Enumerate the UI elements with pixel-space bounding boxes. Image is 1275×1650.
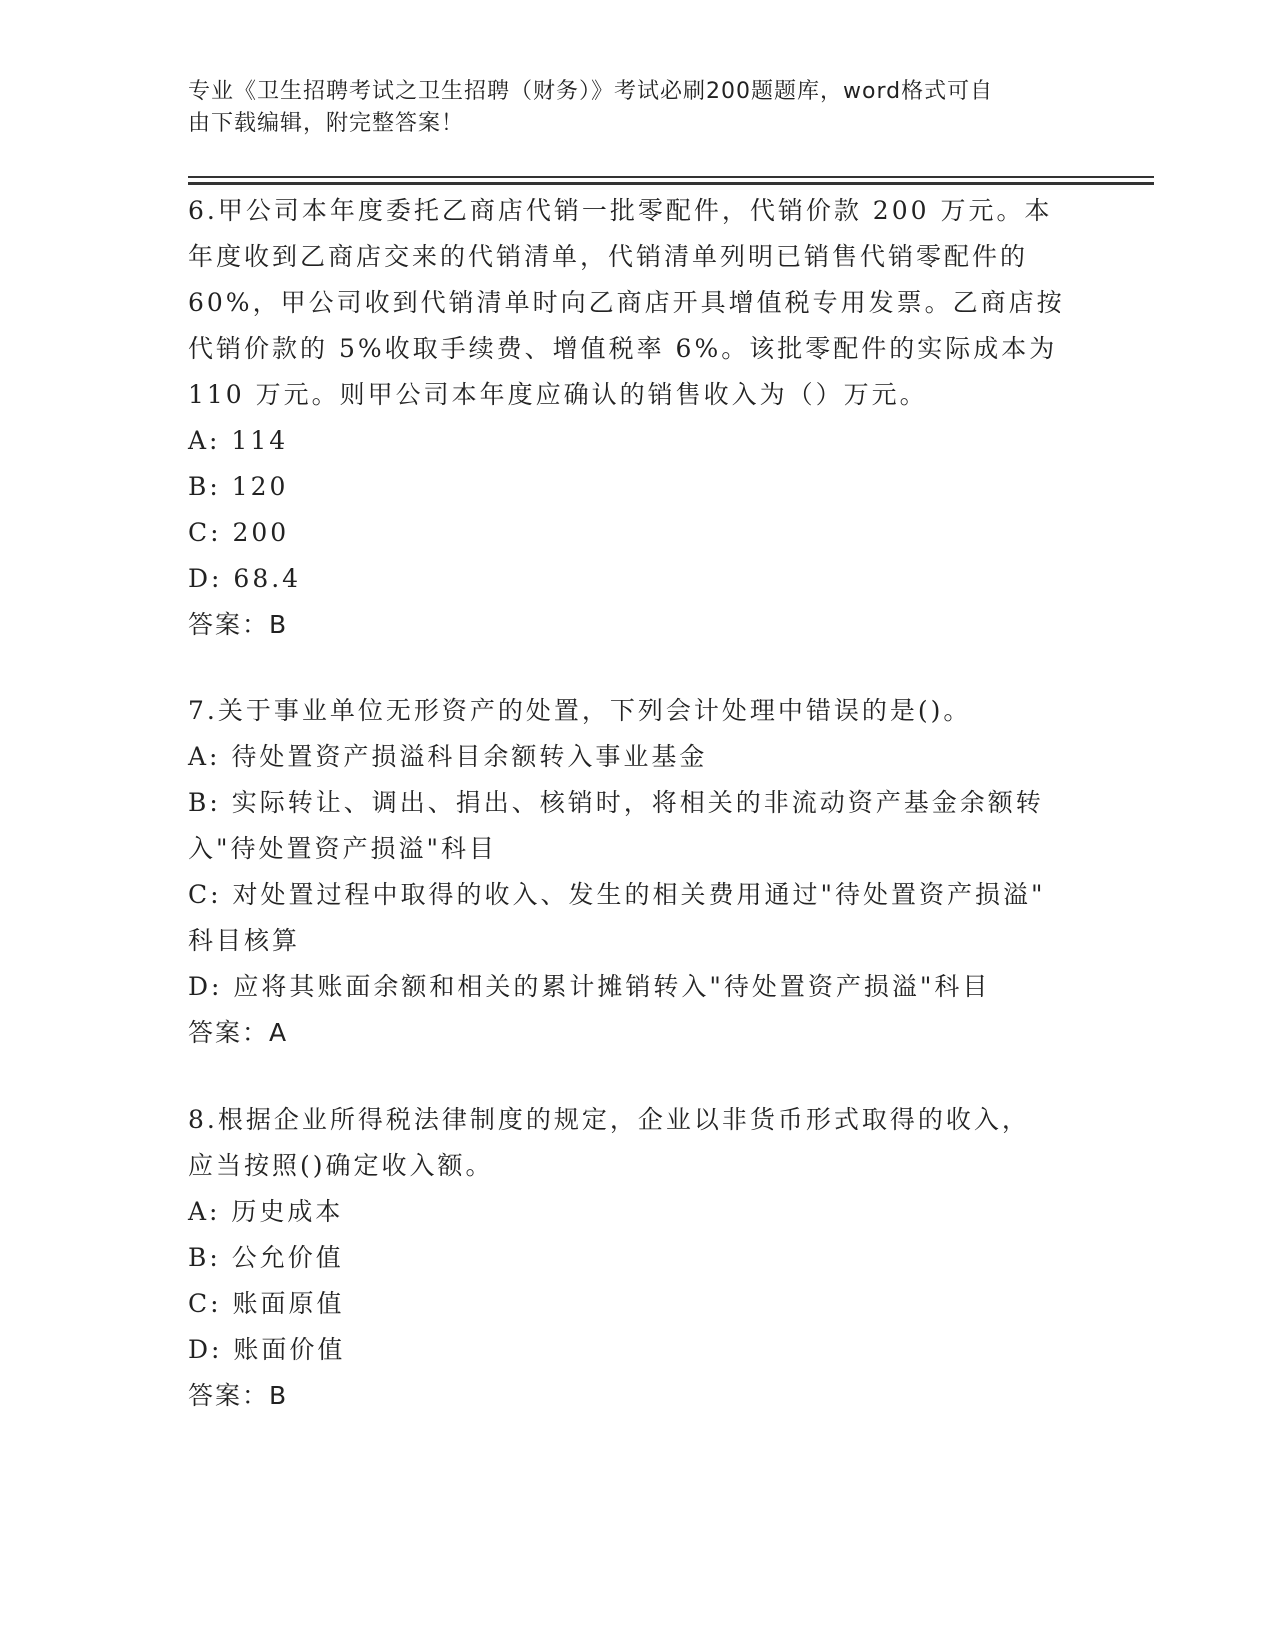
- question-stem-line: 60%，甲公司收到代销清单时向乙商店开具增值税专用发票。乙商店按: [188, 288, 1065, 317]
- option-c: C: 200: [188, 518, 290, 547]
- option-a: A: 114: [188, 426, 289, 455]
- option-c: C: 账面原值: [188, 1289, 345, 1318]
- question-stem-line: 8.根据企业所得税法律制度的规定，企业以非货币形式取得的收入，: [188, 1105, 1030, 1134]
- header-line-1: 专业《卫生招聘考试之卫生招聘（财务）》考试必刷200题题库，word格式可自: [188, 79, 994, 104]
- question-stem-line: 年度收到乙商店交来的代销清单，代销清单列明已销售代销零配件的: [188, 242, 1029, 271]
- question-7: [188, 688, 1088, 1056]
- header-line-2: 由下载编辑，附完整答案！: [188, 111, 465, 136]
- option-a: A: 待处置资产损溢科目余额转入事业基金: [188, 742, 708, 771]
- header-rule-thin: [188, 176, 1154, 178]
- option-d: D: 68.4: [188, 564, 302, 593]
- document-header: [188, 76, 1068, 140]
- option-d: D: 应将其账面余额和相关的累计摊销转入"待处置资产损溢"科目: [188, 972, 991, 1001]
- answer-line: 答案：A: [188, 1018, 289, 1047]
- option-a: A: 历史成本: [188, 1197, 344, 1226]
- answer-line: 答案：B: [188, 1381, 289, 1410]
- question-stem-line: 7.关于事业单位无形资产的处置，下列会计处理中错误的是()。: [188, 696, 972, 725]
- option-c: C: 对处置过程中取得的收入、发生的相关费用通过"待处置资产损溢" 科目核算: [188, 880, 1046, 955]
- question-stem-line: 6.甲公司本年度委托乙商店代销一批零配件，代销价款 200 万元。本: [188, 196, 1053, 225]
- question-stem-line: 应当按照()确定收入额。: [188, 1151, 494, 1180]
- question-6: [188, 188, 1088, 648]
- option-b: B: 120: [188, 472, 289, 501]
- option-d: D: 账面价值: [188, 1335, 346, 1364]
- option-b: B: 实际转让、调出、捐出、核销时，将相关的非流动资产基金余额转 入"待处置资产损溢"科目: [188, 788, 1044, 863]
- question-stem-line: 代销价款的 5%收取手续费、增值税率 6%。该批零配件的实际成本为: [188, 334, 1058, 363]
- answer-line: 答案：B: [188, 610, 289, 639]
- header-rule-thick: [188, 182, 1154, 185]
- question-8: [188, 1097, 1088, 1419]
- question-stem-line: 110 万元。则甲公司本年度应确认的销售收入为（）万元。: [188, 380, 928, 409]
- option-b: B: 公允价值: [188, 1243, 344, 1272]
